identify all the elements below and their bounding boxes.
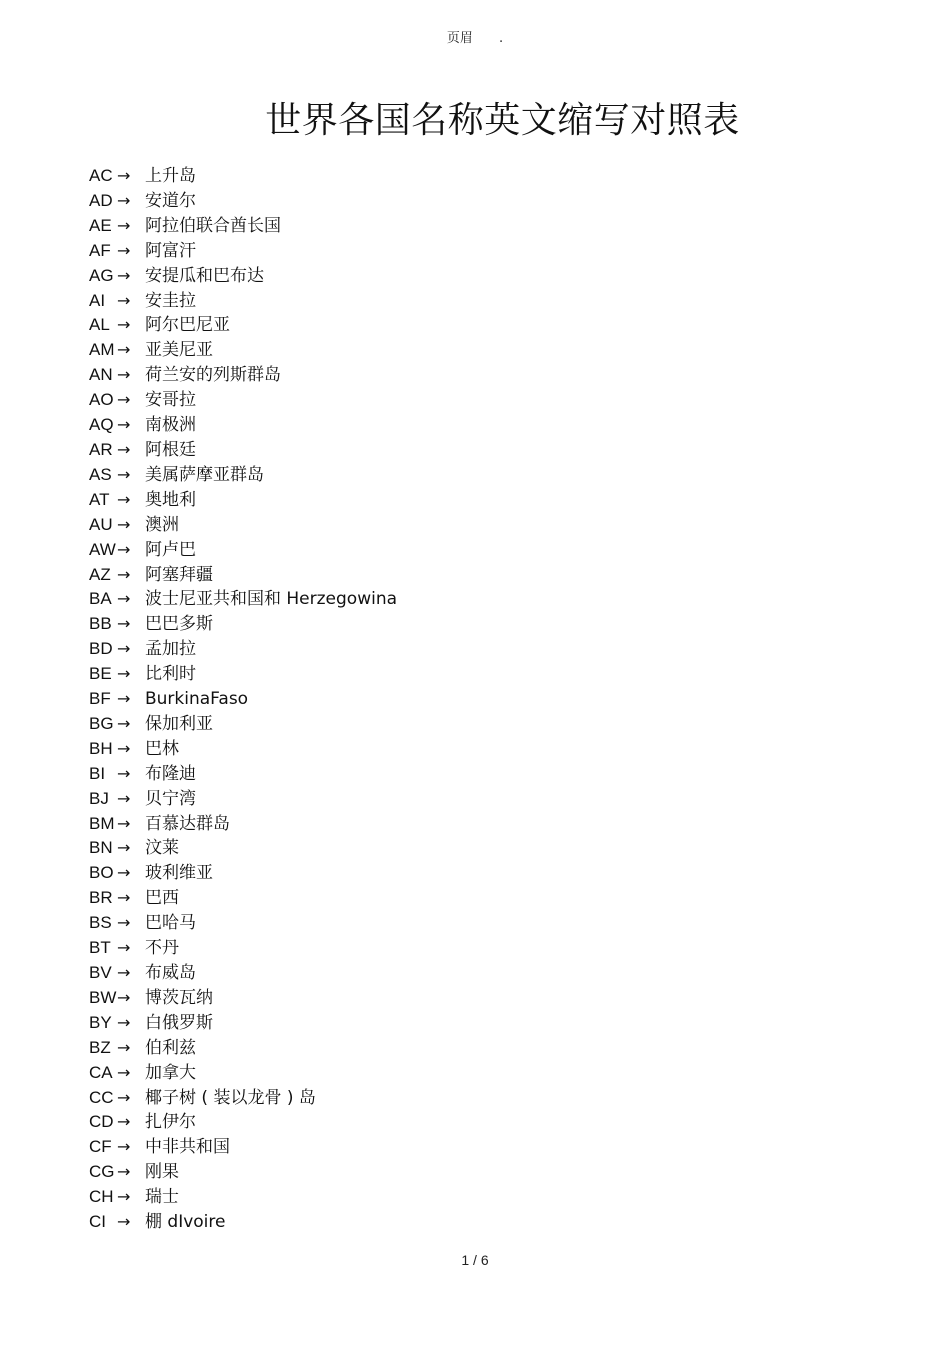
country-name: 阿拉伯联合酋长国 [145,215,281,236]
country-code: AO [89,390,114,410]
arrow-icon: → [117,1087,131,1107]
arrow-icon: → [117,813,131,833]
country-code: AN [89,365,113,385]
list-item [89,812,397,837]
arrow-icon: → [117,1112,131,1132]
arrow-icon: → [117,215,131,235]
country-name: 比利时 [145,664,196,685]
country-code: BJ [89,788,109,808]
country-name: 阿卢巴 [145,539,196,560]
arrow-icon: → [117,514,131,534]
list-item [89,687,397,712]
list-item [89,662,397,687]
country-name: 孟加拉 [145,639,196,660]
list-item [89,637,397,662]
country-code: BY [89,1012,112,1032]
country-name: 美属萨摩亚群岛 [145,464,264,485]
arrow-icon: → [117,1062,131,1082]
list-item [89,214,397,239]
list-item [89,1135,397,1160]
country-name: BurkinaFaso [145,689,249,710]
list-item [89,264,397,289]
country-code: CG [89,1162,115,1182]
arrow-icon: → [117,390,131,410]
arrow-icon: → [117,938,131,958]
country-name: 安道尔 [145,190,196,211]
list-item [89,1110,397,1135]
country-code: AU [89,514,113,534]
country-code: AM [89,340,115,360]
country-name: 安圭拉 [145,290,196,311]
country-code: BH [89,738,113,758]
country-code: BG [89,713,114,733]
arrow-icon: → [117,1037,131,1057]
country-name: 百慕达群岛 [145,813,230,834]
list-item [89,1086,397,1111]
arrow-icon: → [117,265,131,285]
country-name: 贝宁湾 [145,788,196,809]
country-code: BV [89,963,112,982]
country-name: 巴林 [145,738,179,759]
list-item [89,563,397,588]
arrow-icon: → [117,340,131,360]
list-item [89,239,397,264]
arrow-icon: → [117,489,131,509]
country-name: 阿尔巴尼亚 [145,315,230,336]
country-code: BM [89,813,115,833]
list-item [89,363,397,388]
list-item [89,189,397,214]
country-name: 加拿大 [145,1062,196,1083]
country-name: 上升岛 [145,166,196,186]
arrow-icon: → [117,315,131,335]
arrow-icon: → [117,987,131,1007]
country-name: 阿塞拜疆 [145,564,213,585]
list-item [89,1036,397,1061]
country-code: BF [89,689,111,709]
list-item [89,612,397,637]
arrow-icon: → [117,589,131,609]
country-name: 棚 dIvoire [145,1212,226,1233]
country-code: BW [89,987,117,1007]
list-item [89,936,397,961]
country-name: 巴哈马 [145,913,196,934]
arrow-icon: → [117,963,131,982]
country-code: CC [89,1087,114,1107]
list-item [89,836,397,861]
arrow-icon: → [117,738,131,758]
list-item [89,737,397,762]
country-name: 澳洲 [145,514,179,535]
list-item [89,712,397,737]
list-item [89,787,397,812]
country-name: 阿富汗 [145,240,196,261]
arrow-icon: → [117,1212,131,1232]
list-item [89,1011,397,1036]
country-code: BN [89,838,113,858]
arrow-icon: → [117,614,131,634]
country-code: BB [89,614,112,634]
arrow-icon: → [117,439,131,459]
arrow-icon: → [117,564,131,584]
country-name: 布隆迪 [145,763,196,784]
list-item [89,861,397,886]
list-item [89,338,397,363]
country-name: 刚果 [145,1162,179,1183]
list-item [89,164,397,189]
country-name: 亚美尼亚 [145,340,213,361]
country-code: CH [89,1187,114,1207]
country-code: AI [89,290,106,310]
list-item [89,587,397,612]
country-name: 博茨瓦纳 [145,987,213,1008]
list-item [89,289,397,314]
header-text: 页眉 [446,31,473,46]
arrow-icon: → [117,863,131,883]
country-code: AT [89,489,110,509]
arrow-icon: → [117,1137,131,1157]
country-name: 汶莱 [145,838,179,859]
country-name: 波士尼亚共和国和 Herzegowina [145,589,398,610]
country-code: CF [89,1137,112,1157]
country-name: 不丹 [145,938,179,959]
arrow-icon: → [117,689,131,709]
list-item [89,413,397,438]
country-name: 荷兰安的列斯群岛 [145,365,281,386]
list-item [89,1160,397,1185]
arrow-icon: → [117,763,131,783]
list-item [89,1185,397,1210]
country-name: 奥地利 [145,489,196,510]
country-code: AD [89,190,113,210]
arrow-icon: → [117,664,131,684]
country-code: BA [89,589,112,609]
country-code: BO [89,863,114,883]
list-item [89,538,397,563]
country-name: 南极洲 [145,415,196,436]
list-item [89,313,397,338]
country-code: AS [89,464,112,484]
list-item [89,438,397,463]
arrow-icon: → [117,290,131,310]
list-item [89,1210,397,1235]
country-code: BZ [89,1037,111,1057]
arrow-icon: → [117,913,131,933]
page-number: 1 / 6 [461,1252,489,1268]
arrow-icon: → [117,713,131,733]
country-code: CD [89,1112,114,1132]
arrow-icon: → [117,464,131,484]
list-item [89,986,397,1011]
country-code: AR [89,439,113,459]
country-name: 安哥拉 [145,390,196,411]
arrow-icon: → [117,365,131,385]
country-name: 巴巴多斯 [145,614,213,635]
country-code: BS [89,913,112,933]
country-code: AQ [89,415,114,435]
arrow-icon: → [117,166,131,185]
list-item [89,762,397,787]
country-name: 玻利维亚 [145,863,213,884]
list-item [89,388,397,413]
country-name: 扎伊尔 [145,1112,196,1133]
country-name: 瑞士 [145,1187,179,1208]
page-title: 世界各国名称英文缩写对照表 [265,100,740,141]
country-name: 巴西 [145,888,179,909]
arrow-icon: → [117,788,131,808]
country-code: BE [89,664,112,684]
arrow-icon: → [117,1012,131,1032]
country-code: BD [89,639,113,659]
country-code: AW [89,539,116,559]
country-name: 布威岛 [145,963,196,983]
country-code: AE [89,215,112,235]
country-name: 安提瓜和巴布达 [145,265,264,286]
arrow-icon: → [117,838,131,858]
country-name: 椰子树 ( 装以龙骨 ) 岛 [145,1087,316,1108]
country-code: AF [89,240,111,260]
country-code: CA [89,1062,113,1082]
list-item [89,1061,397,1086]
list-item [89,911,397,936]
country-name: 阿根廷 [145,439,196,460]
arrow-icon: → [117,539,131,559]
arrow-icon: → [117,190,131,210]
header-mark: . [499,31,504,46]
country-code-list [89,164,397,1235]
country-code: BT [89,938,111,958]
arrow-icon: → [117,1187,131,1207]
arrow-icon: → [117,240,131,260]
arrow-icon: → [117,1162,131,1182]
country-name: 伯利兹 [145,1037,196,1058]
country-code: BI [89,763,106,783]
arrow-icon: → [117,888,131,908]
country-code: BR [89,888,113,908]
country-code: AL [89,315,110,335]
page-header [0,27,950,46]
country-name: 保加利亚 [145,713,213,734]
list-item [89,961,397,986]
list-item [89,463,397,488]
country-code: CI [89,1212,106,1232]
arrow-icon: → [117,415,131,435]
arrow-icon: → [117,639,131,659]
list-item [89,488,397,513]
list-item [89,886,397,911]
country-code: AZ [89,564,111,584]
country-code: AG [89,265,114,285]
country-code: AC [89,166,113,185]
list-item [89,513,397,538]
country-name: 中非共和国 [145,1137,230,1158]
country-name: 白俄罗斯 [145,1012,213,1033]
